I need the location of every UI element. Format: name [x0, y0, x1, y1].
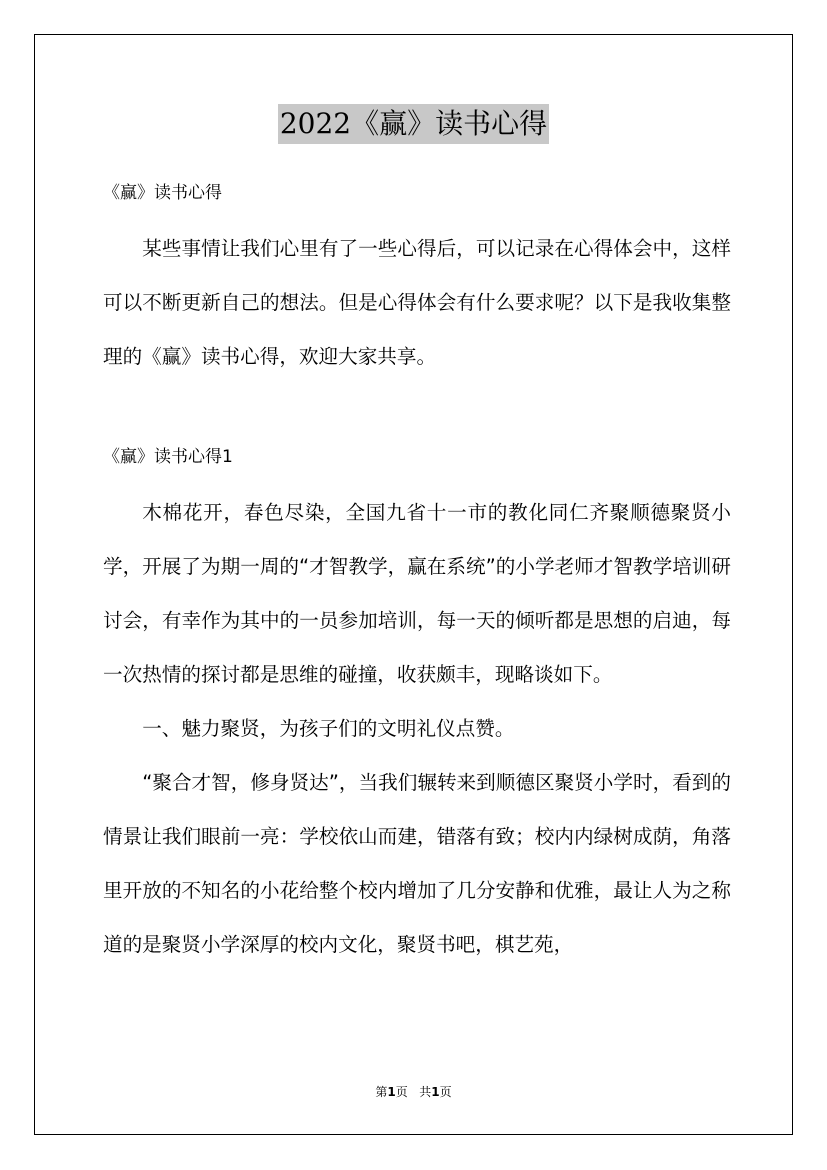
- page-footer: [0, 1083, 827, 1100]
- page-suffix: 页: [395, 1085, 408, 1099]
- body-paragraph: “聚合才智，修身贤达”，当我们辗转来到顺德区聚贤小学时，看到的情景让我们眼前一亮：学校依山而建，错落有致；校内内绿树成荫，角落里开放的不知名的小花给整个校内增加了几分安静和优雅，最让人为之称道的是聚贤小学深厚的校内文化，聚贤书吧，棋艺苑，: [103, 771, 731, 956]
- page-number: 1: [387, 1085, 396, 1099]
- page-prefix: 第: [375, 1085, 388, 1099]
- section-subheading: 一、魅力聚贤，为孩子们的文明礼仪点赞。: [142, 717, 515, 740]
- total-suffix: 页: [439, 1085, 452, 1099]
- section-heading-1: 《赢》读书心得1: [103, 447, 233, 467]
- document-title: 2022《赢》读书心得: [278, 104, 549, 144]
- total-pages: 1: [431, 1085, 440, 1099]
- body-paragraph: 木棉花开，春色尽染，全国九省十一市的教化同仁齐聚顺德聚贤小学，开展了为期一周的“才智教学，赢在系统”的小学老师才智教学培训研讨会，有幸作为其中的一员参加培训，每一天的倾听都是思想的启迪，每一次热情的探讨都是思维的碰撞，收获颇丰，现略谈如下。: [103, 501, 731, 686]
- total-prefix: 共: [419, 1085, 432, 1099]
- document-body: [103, 176, 731, 972]
- section-heading: 《赢》读书心得: [103, 183, 222, 203]
- intro-paragraph: 某些事情让我们心里有了一些心得后，可以记录在心得体会中，这样可以不断更新自己的想法。但是心得体会有什么要求呢？以下是我收集整理的《赢》读书心得，欢迎大家共享。: [103, 237, 731, 368]
- title-container: [0, 104, 827, 144]
- spacer: [103, 384, 731, 440]
